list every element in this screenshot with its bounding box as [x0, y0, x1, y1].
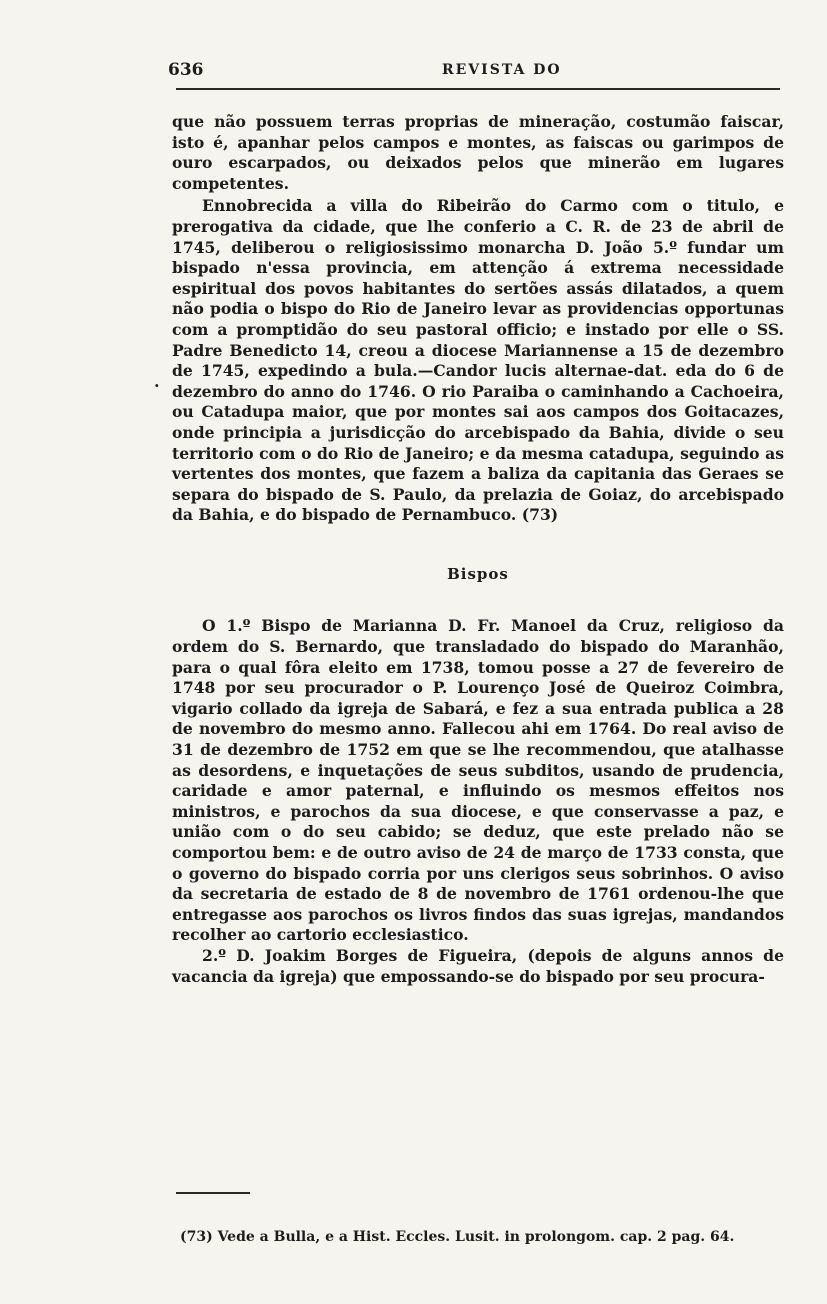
- margin-mark: ·: [154, 376, 160, 395]
- footnote: (73) Vede a Bulla, e a Hist. Eccles. Lusit. in prolongom. cap. 2 pag. 64.: [180, 1229, 735, 1245]
- paragraph-ennobrecida: Ennobrecida a villa do Ribeirão do Carmo com o titulo, e prerogativa da cidade, que lhe conferio a C. R. de 23 de abril de 1745, deliberou o religiosissimo monarcha D. João 5.º fundar um bispado n'essa provincia, em attenção á extrema necessidade espiritual dos povos habitantes do sertões assás dilatados, a quem não podia o bispo do Rio de Janeiro levar as providencias opportunas com a promptidão do seu pastoral officio; e instado por elle o SS. Padre Benedicto 14, creou a diocese Mariannense a 15 de dezembro de 1745, expedindo a bula.—Candor lucis alternae-dat. eda do 6 de dezembro do anno do 1746. O rio Paraiba o caminhando a Cachoeira, ou Catadupa maior, que por montes sai aos campos dos Goitacazes, onde principia a jurisdicção do arcebispado da Bahia, divide o seu territorio com o do Rio de Janeiro; e da mesma catadupa, seguindo as vertentes dos montes, que fazem a baliza da capitania das Geraes se separa do bispado de S. Paulo, da prelazia de Goiaz, do arcebispado da Bahia, e do bispado de Pernambuco. (73): [172, 196, 784, 525]
- header-rule: [176, 88, 780, 90]
- running-title: REVISTA DO: [442, 62, 562, 78]
- paragraph-bishop-1: O 1.º Bispo de Marianna D. Fr. Manoel da Cruz, religioso da ordem do S. Bernardo, que transladado do bispado do Maranhão, para o qual fôra eleito em 1738, tomou posse a 27 de fevereiro de 1748 por seu procurador o P. Lourenço José de Queiroz Coimbra, vigario collado da igreja de Sabará, e fez a sua entrada publica a 28 de novembro do mesmo anno. Fallecou ahi em 1764. Do real aviso de 31 de dezembro de 1752 em que se lhe recommendou, que atalhasse as desordens, e inquetações de seus subditos, usando de prudencia, caridade e amor paternal, e influindo os mesmos effeitos nos ministros, e parochos da sua diocese, e que conservasse a paz, e união com o do seu cabido; se deduz, que este prelado não se comportou bem: e de outro aviso de 24 de março de 1733 consta, que o governo do bispado corria por uns clerigos seus sobrinhos. O aviso da secretaria de estado de 8 de novembro de 1761 ordenou-lhe que entregasse aos parochos os livros findos das suas igrejas, mandandos recolher ao cartorio ecclesiastico.: [172, 616, 784, 945]
- body-text: [172, 112, 784, 987]
- page-number: 636: [168, 60, 204, 80]
- paragraph-bishop-2: 2.º D. Joakim Borges de Figueira, (depois de alguns annos de vacancia da igreja) que empossando-se do bispado por seu procura-: [172, 945, 784, 986]
- paragraph-continuation: que não possuem terras proprias de mineração, costumão faiscar, isto é, apanhar pelos campos e montes, as faiscas ou garimpos de ouro escarpados, ou deixados pelos que minerão em lugares competentes.: [172, 112, 784, 193]
- section-heading: Bispos: [447, 564, 509, 583]
- page-header: [168, 60, 780, 90]
- footnote-rule: [176, 1192, 250, 1194]
